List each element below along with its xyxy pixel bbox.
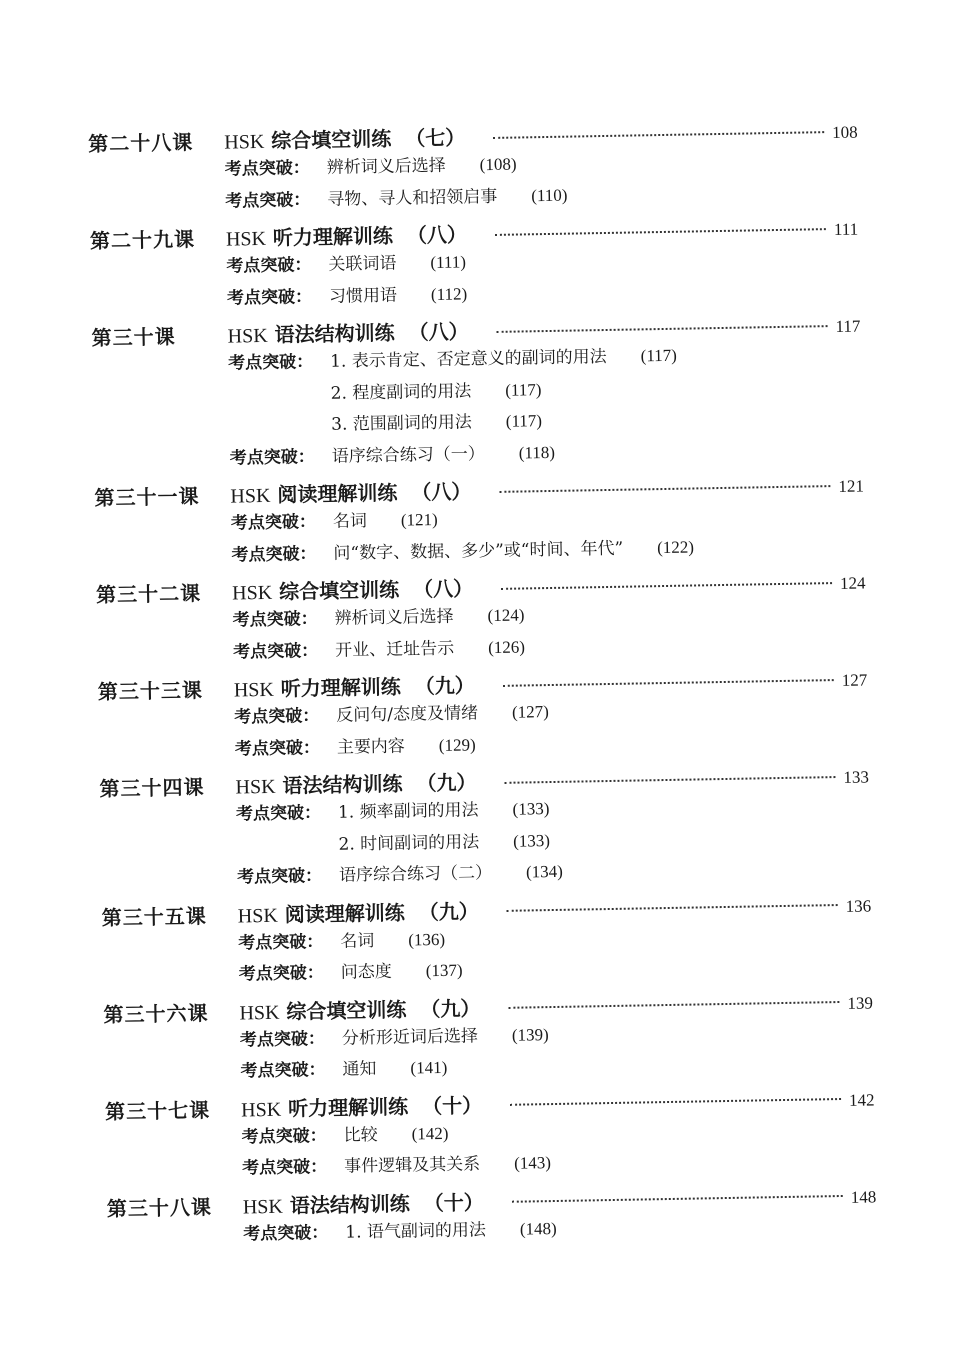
key-point-text: 开业、迁址告示	[334, 638, 455, 661]
key-point-text: 分析形近词后选择	[341, 1025, 479, 1049]
key-point-label: 考点突破：	[227, 352, 314, 374]
lesson-number: 第三十八课	[106, 1194, 213, 1221]
key-point-text: 3. 范围副词的用法	[331, 412, 472, 435]
key-point-label: 考点突破：	[229, 446, 315, 469]
key-point-page: (134)	[525, 861, 564, 882]
lesson-title	[226, 220, 393, 252]
hsk-label: HSK	[239, 1001, 280, 1024]
hsk-label: HSK	[224, 130, 265, 154]
key-point-text: 问态度	[340, 961, 392, 983]
key-point-label: 考点突破：	[243, 1222, 329, 1244]
key-point-page: (126)	[487, 636, 526, 657]
lesson-part: （九）	[418, 898, 479, 924]
lesson-title-text: 综合填空训练	[271, 126, 392, 153]
key-point-text: 比较	[343, 1124, 378, 1146]
lesson-part: （九）	[420, 995, 481, 1021]
lesson-number: 第三十二课	[95, 581, 202, 607]
page-number: 133	[843, 767, 870, 787]
page-number: 136	[845, 895, 872, 916]
key-point-text: 辨析词义后选择	[326, 155, 446, 178]
lesson-title-text: 综合填空训练	[286, 997, 407, 1024]
key-point-page: (143)	[513, 1153, 552, 1173]
lesson-title	[243, 1187, 410, 1219]
lesson-number: 第二十九课	[89, 227, 196, 253]
key-point-page: (133)	[512, 799, 550, 819]
lesson-title-text: 听力理解训练	[280, 674, 401, 701]
dot-leader	[493, 131, 824, 139]
dot-leader	[504, 776, 835, 784]
key-point-text: 习惯用语	[328, 285, 398, 307]
lesson-number: 第三十四课	[99, 775, 205, 801]
key-point-page: (129)	[438, 734, 476, 755]
lesson-number: 第三十七课	[104, 1097, 211, 1124]
key-point-page: (112)	[430, 283, 468, 304]
key-point-label: 考点突破：	[239, 1028, 326, 1050]
lesson-part: （八）	[411, 479, 472, 505]
lesson-title-text: 语法结构训练	[289, 1191, 411, 1218]
lesson-part: （十）	[421, 1092, 483, 1118]
key-point-label: 考点突破：	[226, 255, 312, 277]
hsk-label: HSK	[227, 324, 268, 348]
key-point-text: 1. 语气副词的用法	[345, 1219, 487, 1243]
lesson-title	[230, 477, 397, 509]
lesson-number: 第三十课	[91, 324, 176, 350]
key-point-text: 通知	[342, 1059, 377, 1080]
key-point-label: 考点突破：	[236, 866, 323, 888]
lesson-part: （九）	[414, 673, 475, 699]
key-point-text: 问“数字、数据、多少”或“时间、年代”	[333, 538, 624, 564]
hsk-label: HSK	[231, 581, 273, 605]
lesson-part: （十）	[423, 1189, 484, 1215]
lesson-title	[224, 123, 391, 155]
key-point-label: 考点突破：	[241, 1125, 327, 1147]
key-point-page: (121)	[400, 509, 438, 530]
lesson-number: 第三十三课	[97, 678, 204, 704]
key-point-label: 考点突破：	[238, 931, 324, 954]
key-point-page: (117)	[505, 379, 542, 400]
key-point-page: (108)	[479, 154, 517, 175]
page-number: 127	[841, 670, 868, 690]
hsk-label: HSK	[242, 1195, 284, 1218]
lesson-number: 第三十五课	[101, 903, 207, 930]
key-point-text: 辨析词义后选择	[334, 606, 454, 629]
lesson-title-text: 语法结构训练	[282, 771, 403, 798]
table-of-contents	[88, 114, 888, 1252]
dot-leader	[499, 485, 830, 493]
key-point-page: (127)	[511, 702, 549, 722]
page-number: 121	[838, 476, 865, 496]
key-point-text: 2. 时间副词的用法	[338, 831, 480, 855]
lesson-title	[237, 896, 404, 928]
key-point-page: (117)	[505, 411, 543, 431]
hsk-label: HSK	[235, 775, 276, 799]
key-point-text: 1. 频率副词的用法	[337, 800, 479, 823]
dot-leader	[510, 1098, 841, 1106]
lesson-title-text: 阅读理解训练	[277, 480, 398, 507]
key-point-label: 考点突破：	[224, 158, 310, 180]
lesson-number: 第三十六课	[103, 1000, 209, 1027]
lesson-title-text: 综合填空训练	[278, 577, 400, 604]
page-number: 142	[848, 1089, 875, 1110]
key-point-page: (122)	[657, 536, 695, 557]
key-point-text: 名词	[340, 930, 375, 952]
key-point-text: 1. 表示肯定、否定意义的副词的用法	[329, 346, 607, 372]
key-point-text: 事件逻辑及其关系	[343, 1154, 481, 1177]
key-point-label: 考点突破：	[226, 286, 313, 309]
lesson-part: （八）	[408, 319, 469, 345]
key-point-label: 考点突破：	[231, 543, 317, 566]
lesson-number: 第二十八课	[88, 130, 194, 156]
lesson-part: （七）	[405, 125, 466, 151]
dot-leader	[497, 325, 828, 333]
hsk-label: HSK	[237, 904, 278, 928]
key-point-page: (117)	[640, 345, 678, 366]
key-point-text: 寻物、寻人和招领启事	[327, 186, 498, 210]
key-point-page: (137)	[425, 960, 463, 981]
lesson-part: （八）	[406, 222, 468, 248]
lesson-title	[232, 574, 399, 606]
key-point-label: 考点突破：	[230, 512, 317, 534]
lesson-part: （八）	[412, 576, 474, 602]
lesson-title-text: 听力理解训练	[287, 1094, 409, 1121]
key-point-page: (142)	[411, 1123, 449, 1144]
key-point-page: (110)	[531, 185, 568, 205]
key-point-page: (133)	[512, 830, 551, 851]
lesson-title-text: 语法结构训练	[274, 320, 395, 347]
key-point-text: 语序综合练习（一）	[331, 443, 485, 467]
key-point-text: 名词	[332, 511, 368, 532]
dot-leader	[501, 582, 832, 590]
key-point-label: 考点突破：	[232, 640, 319, 663]
page-number: 111	[833, 219, 859, 239]
dot-leader	[503, 679, 834, 687]
key-point-text: 主要内容	[336, 736, 406, 758]
lesson-title-text: 听力理解训练	[272, 223, 394, 250]
key-point-page: (136)	[408, 929, 446, 950]
page-number: 108	[832, 122, 858, 143]
key-point-text: 关联词语	[328, 253, 397, 275]
key-point-label: 考点突破：	[242, 1156, 328, 1179]
dot-leader	[507, 904, 838, 912]
key-point-text: 2. 程度副词的用法	[330, 380, 472, 404]
key-point-label: 考点突破：	[225, 189, 311, 212]
key-point-page: (111)	[430, 252, 467, 273]
dot-leader	[508, 1001, 839, 1009]
hsk-label: HSK	[230, 484, 271, 508]
page-number: 117	[835, 316, 861, 336]
lesson-title	[234, 671, 401, 703]
lesson-part: （九）	[416, 770, 477, 796]
page-number: 139	[847, 992, 874, 1013]
hsk-label: HSK	[225, 227, 267, 251]
key-point-page: (118)	[518, 442, 556, 463]
lesson-title	[235, 768, 402, 800]
key-point-page: (139)	[511, 1024, 549, 1045]
key-point-label: 考点突破：	[232, 609, 318, 631]
hsk-label: HSK	[240, 1098, 282, 1121]
key-point-label: 考点突破：	[240, 1060, 326, 1082]
page-number: 124	[839, 573, 866, 593]
key-point-text: 反问句/态度及情绪	[336, 703, 479, 726]
key-point-label: 考点突破：	[238, 963, 324, 985]
lesson-title	[227, 317, 394, 349]
lesson-title-text: 阅读理解训练	[284, 900, 405, 927]
key-point-label: 考点突破：	[234, 706, 320, 728]
lesson-number: 第三十一课	[94, 484, 200, 510]
lesson-title	[239, 993, 406, 1025]
key-point-text: 语序综合练习（二）	[338, 863, 493, 886]
key-point-page: (141)	[410, 1057, 448, 1078]
key-point-page: (124)	[487, 605, 525, 626]
key-point-page: (148)	[519, 1218, 557, 1239]
dot-leader	[512, 1195, 843, 1203]
key-point-label: 考点突破：	[234, 737, 321, 760]
lesson-title	[241, 1090, 408, 1122]
dot-leader	[495, 228, 826, 236]
hsk-label: HSK	[233, 678, 275, 702]
page-number: 148	[850, 1186, 877, 1207]
key-point-label: 考点突破：	[235, 803, 322, 825]
